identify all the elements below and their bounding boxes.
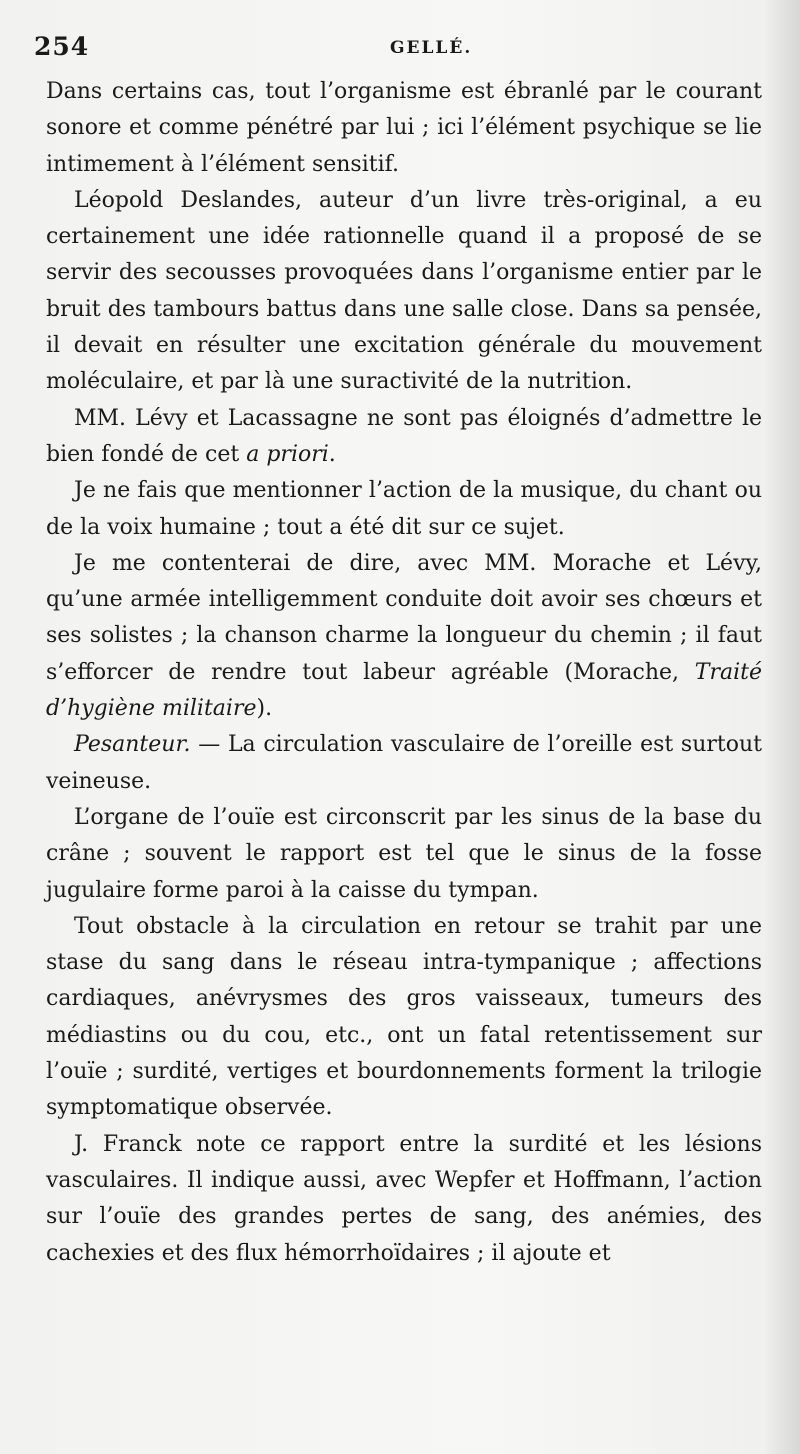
- running-head: GELLÉ.: [390, 38, 473, 58]
- paragraph-6: Pesanteur. — La circulation vasculaire de l’oreille est surtout veineuse.: [46, 732, 762, 794]
- paragraph-3: MM. Lévy et Lacassagne ne sont pas éloignés d’admettre le bien fondé de cet a priori.: [46, 405, 762, 467]
- italic-traite: Traité d’hygiène militaire: [46, 659, 762, 722]
- paragraph-8: Tout obstacle à la circulation en retour se trahit par une stase du sang dans le réseau intra-tympanique ; affections cardiaques, anévrysmes des gros vaisseaux, tumeurs des médiastins ou du cou, etc., ont un fatal retentissement sur l’ouïe ; surdité, vertiges et bourdonnements forment la trilogie symptomatique observée.: [46, 913, 762, 1121]
- paragraph-9: J. Franck note ce rapport entre la surdité et les lésions vasculaires. Il indique aussi, avec Wepfer et Hoffmann, l’action sur l’ouïe des grandes pertes de sang, des anémies, des cachexies et des flux hémorrhoïdaires ; il ajoute et: [46, 1131, 762, 1266]
- page-shadow: [764, 0, 800, 1454]
- italic-a-priori: a priori: [246, 441, 329, 467]
- paragraph-4: Je ne fais que mentionner l’action de la musique, du chant ou de la voix humaine ; tout a été dit sur ce sujet.: [46, 478, 762, 540]
- italic-pesanteur: Pesanteur.: [74, 732, 191, 758]
- paragraph-5: Je me contenterai de dire, avec MM. Morache et Lévy, qu’une armée intelligemment conduite doit avoir ses chœurs et ses solistes ; la chanson charme la longueur du chemin ; il faut s’efforcer de rendre tout labeur agréable (Morache, Traité d’hygiène militaire).: [46, 550, 762, 722]
- paragraph-7: L’organe de l’ouïe est circonscrit par les sinus de la base du crâne ; souvent le rapport est tel que le sinus de la fosse jugulaire forme paroi à la caisse du tympan.: [46, 804, 762, 903]
- page-number: 254: [34, 32, 90, 61]
- page-header: [34, 32, 760, 68]
- paragraph-2: Léopold Deslandes, auteur d’un livre très-original, a eu certainement une idée rationnelle quand il a proposé de se servir des secousses provoquées dans l’organisme entier par le bruit des tambours battus dans une salle close. Dans sa pensée, il devait en résulter une excitation générale du mouvement moléculaire, et par là une suractivité de la nutrition.: [46, 187, 762, 395]
- paragraph-1: Dans certains cas, tout l’organisme est ébranlé par le courant sonore et comme pénétré par lui ; ici l’élément psychique se lie intimement à l’élément sensitif.: [46, 79, 762, 177]
- body-text: [46, 74, 762, 1272]
